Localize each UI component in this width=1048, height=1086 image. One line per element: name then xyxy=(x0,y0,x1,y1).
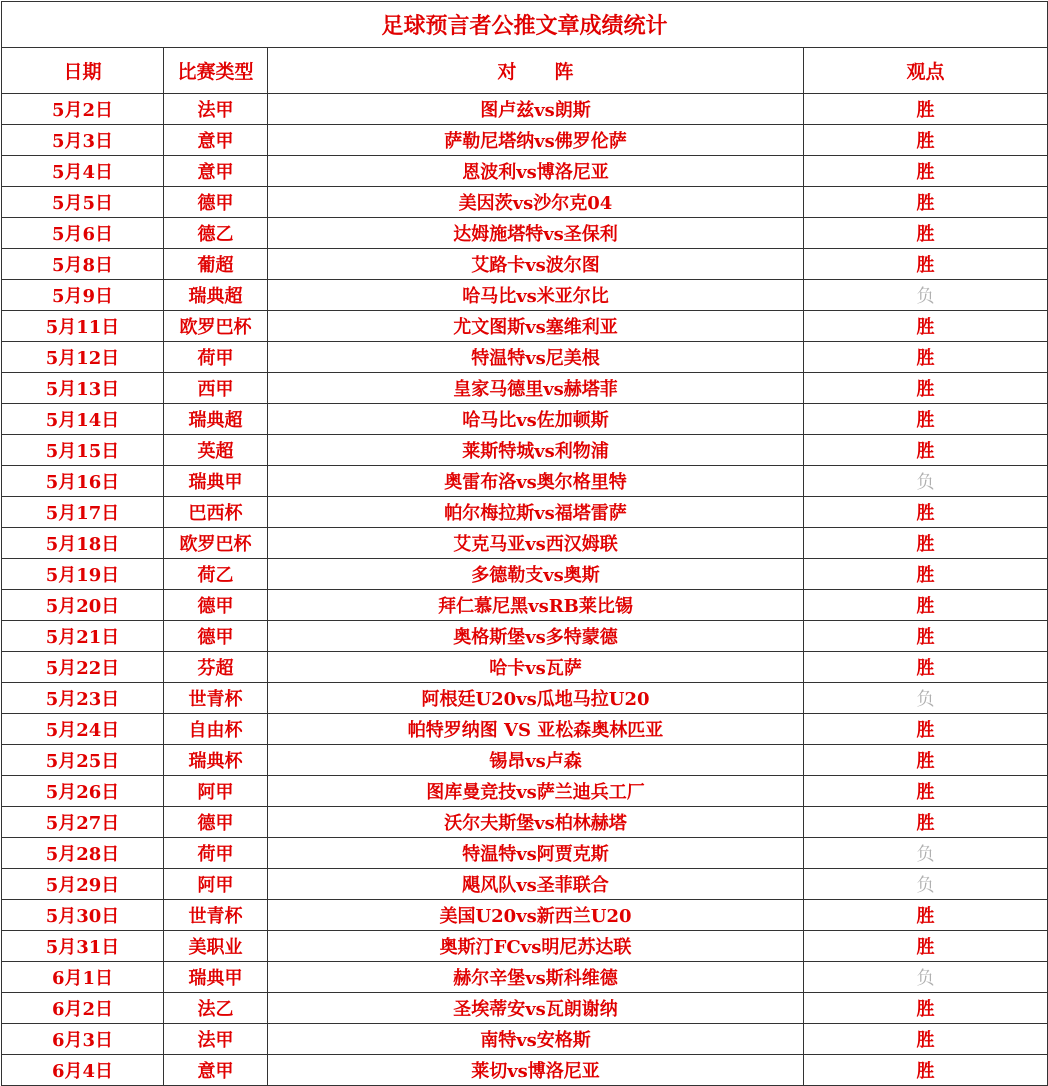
row-date: 5月26日 xyxy=(2,776,164,807)
row-view: 胜 xyxy=(804,373,1048,404)
row-view: 负 xyxy=(804,838,1048,869)
row-date: 5月18日 xyxy=(2,528,164,559)
row-type: 阿甲 xyxy=(164,776,268,807)
row-match: 阿根廷U20vs瓜地马拉U20 xyxy=(268,683,804,714)
table-row xyxy=(2,280,1048,311)
header-row xyxy=(2,48,1048,94)
table-title: 足球预言者公推文章成绩统计 xyxy=(2,2,1048,48)
row-view: 胜 xyxy=(804,94,1048,125)
row-date: 5月23日 xyxy=(2,683,164,714)
row-match: 艾克马亚vs西汉姆联 xyxy=(268,528,804,559)
table-row xyxy=(2,776,1048,807)
row-type: 意甲 xyxy=(164,125,268,156)
row-view: 负 xyxy=(804,962,1048,993)
table-row xyxy=(2,683,1048,714)
row-match: 奥斯汀FCvs明尼苏达联 xyxy=(268,931,804,962)
row-view: 胜 xyxy=(804,559,1048,590)
row-type: 德甲 xyxy=(164,187,268,218)
table-row xyxy=(2,94,1048,125)
header-date: 日期 xyxy=(2,48,164,94)
row-match: 美国U20vs新西兰U20 xyxy=(268,900,804,931)
row-type: 世青杯 xyxy=(164,900,268,931)
table-row xyxy=(2,125,1048,156)
row-date: 5月16日 xyxy=(2,466,164,497)
row-view: 胜 xyxy=(804,993,1048,1024)
row-date: 5月15日 xyxy=(2,435,164,466)
row-date: 5月25日 xyxy=(2,745,164,776)
row-view: 胜 xyxy=(804,1024,1048,1055)
row-type: 德乙 xyxy=(164,218,268,249)
table-row xyxy=(2,404,1048,435)
row-date: 5月20日 xyxy=(2,590,164,621)
row-type: 瑞典超 xyxy=(164,280,268,311)
row-view: 胜 xyxy=(804,590,1048,621)
table-row xyxy=(2,311,1048,342)
row-view: 胜 xyxy=(804,497,1048,528)
table-row xyxy=(2,993,1048,1024)
row-date: 5月29日 xyxy=(2,869,164,900)
row-match: 尤文图斯vs塞维利亚 xyxy=(268,311,804,342)
header-match: 对 阵 xyxy=(268,48,804,94)
table-row xyxy=(2,435,1048,466)
row-view: 胜 xyxy=(804,652,1048,683)
table-row xyxy=(2,590,1048,621)
row-date: 5月9日 xyxy=(2,280,164,311)
row-match: 赫尔辛堡vs斯科维德 xyxy=(268,962,804,993)
row-match: 莱切vs博洛尼亚 xyxy=(268,1055,804,1086)
table-row xyxy=(2,187,1048,218)
row-match: 帕尔梅拉斯vs福塔雷萨 xyxy=(268,497,804,528)
row-match: 沃尔夫斯堡vs柏林赫塔 xyxy=(268,807,804,838)
row-date: 5月17日 xyxy=(2,497,164,528)
table-row xyxy=(2,838,1048,869)
row-view: 胜 xyxy=(804,311,1048,342)
table-row xyxy=(2,714,1048,745)
row-type: 芬超 xyxy=(164,652,268,683)
header-view: 观点 xyxy=(804,48,1048,94)
row-match: 恩波利vs博洛尼亚 xyxy=(268,156,804,187)
row-view: 胜 xyxy=(804,931,1048,962)
row-match: 南特vs安格斯 xyxy=(268,1024,804,1055)
row-date: 5月24日 xyxy=(2,714,164,745)
row-match: 锡昂vs卢森 xyxy=(268,745,804,776)
row-type: 德甲 xyxy=(164,807,268,838)
row-match: 拜仁慕尼黑vsRB莱比锡 xyxy=(268,590,804,621)
row-view: 胜 xyxy=(804,621,1048,652)
row-view: 胜 xyxy=(804,900,1048,931)
row-match: 哈马比vs米亚尔比 xyxy=(268,280,804,311)
row-match: 莱斯特城vs利物浦 xyxy=(268,435,804,466)
row-type: 意甲 xyxy=(164,1055,268,1086)
row-match: 飓风队vs圣菲联合 xyxy=(268,869,804,900)
row-date: 5月21日 xyxy=(2,621,164,652)
row-match: 帕特罗纳图 VS 亚松森奥林匹亚 xyxy=(268,714,804,745)
row-type: 荷甲 xyxy=(164,838,268,869)
row-type: 瑞典甲 xyxy=(164,466,268,497)
row-type: 法甲 xyxy=(164,94,268,125)
row-match: 达姆施塔特vs圣保利 xyxy=(268,218,804,249)
row-date: 5月12日 xyxy=(2,342,164,373)
table-row xyxy=(2,342,1048,373)
row-type: 意甲 xyxy=(164,156,268,187)
row-type: 欧罗巴杯 xyxy=(164,528,268,559)
row-match: 哈卡vs瓦萨 xyxy=(268,652,804,683)
row-match: 艾路卡vs波尔图 xyxy=(268,249,804,280)
row-view: 负 xyxy=(804,683,1048,714)
row-type: 瑞典甲 xyxy=(164,962,268,993)
row-date: 5月27日 xyxy=(2,807,164,838)
row-view: 胜 xyxy=(804,807,1048,838)
row-date: 6月2日 xyxy=(2,993,164,1024)
table-row xyxy=(2,869,1048,900)
row-view: 胜 xyxy=(804,1055,1048,1086)
row-view: 负 xyxy=(804,869,1048,900)
table-row xyxy=(2,1024,1048,1055)
row-view: 胜 xyxy=(804,156,1048,187)
row-view: 胜 xyxy=(804,218,1048,249)
row-type: 法乙 xyxy=(164,993,268,1024)
row-view: 胜 xyxy=(804,714,1048,745)
row-type: 荷乙 xyxy=(164,559,268,590)
row-date: 5月6日 xyxy=(2,218,164,249)
row-view: 胜 xyxy=(804,776,1048,807)
table-row xyxy=(2,900,1048,931)
row-type: 英超 xyxy=(164,435,268,466)
row-date: 6月4日 xyxy=(2,1055,164,1086)
row-match: 特温特vs阿贾克斯 xyxy=(268,838,804,869)
row-view: 胜 xyxy=(804,342,1048,373)
row-view: 胜 xyxy=(804,187,1048,218)
table-row xyxy=(2,528,1048,559)
row-view: 胜 xyxy=(804,745,1048,776)
row-view: 负 xyxy=(804,280,1048,311)
table-row xyxy=(2,497,1048,528)
row-date: 5月8日 xyxy=(2,249,164,280)
table-row xyxy=(2,652,1048,683)
row-date: 5月11日 xyxy=(2,311,164,342)
row-date: 5月2日 xyxy=(2,94,164,125)
row-view: 胜 xyxy=(804,435,1048,466)
row-type: 欧罗巴杯 xyxy=(164,311,268,342)
row-date: 5月19日 xyxy=(2,559,164,590)
header-type: 比赛类型 xyxy=(164,48,268,94)
row-match: 图库曼竞技vs萨兰迪兵工厂 xyxy=(268,776,804,807)
row-match: 萨勒尼塔纳vs佛罗伦萨 xyxy=(268,125,804,156)
row-view: 胜 xyxy=(804,404,1048,435)
table-row xyxy=(2,466,1048,497)
table-row xyxy=(2,931,1048,962)
row-match: 图卢兹vs朗斯 xyxy=(268,94,804,125)
row-match: 哈马比vs佐加顿斯 xyxy=(268,404,804,435)
row-match: 奥格斯堡vs多特蒙德 xyxy=(268,621,804,652)
row-type: 荷甲 xyxy=(164,342,268,373)
row-date: 5月13日 xyxy=(2,373,164,404)
row-match: 圣埃蒂安vs瓦朗谢纳 xyxy=(268,993,804,1024)
table-row xyxy=(2,621,1048,652)
row-match: 特温特vs尼美根 xyxy=(268,342,804,373)
table-row xyxy=(2,249,1048,280)
row-match: 美因茨vs沙尔克04 xyxy=(268,187,804,218)
row-type: 巴西杯 xyxy=(164,497,268,528)
table-row xyxy=(2,373,1048,404)
row-date: 5月28日 xyxy=(2,838,164,869)
row-date: 6月3日 xyxy=(2,1024,164,1055)
row-date: 5月30日 xyxy=(2,900,164,931)
table-row xyxy=(2,1055,1048,1086)
row-date: 5月31日 xyxy=(2,931,164,962)
row-type: 西甲 xyxy=(164,373,268,404)
row-type: 法甲 xyxy=(164,1024,268,1055)
row-type: 德甲 xyxy=(164,590,268,621)
row-type: 德甲 xyxy=(164,621,268,652)
row-date: 5月4日 xyxy=(2,156,164,187)
results-table xyxy=(1,1,1048,1086)
table-row xyxy=(2,962,1048,993)
row-type: 世青杯 xyxy=(164,683,268,714)
row-type: 瑞典超 xyxy=(164,404,268,435)
row-view: 胜 xyxy=(804,125,1048,156)
row-view: 胜 xyxy=(804,249,1048,280)
row-type: 瑞典杯 xyxy=(164,745,268,776)
table-body xyxy=(2,94,1048,1086)
row-match: 奥雷布洛vs奥尔格里特 xyxy=(268,466,804,497)
row-match: 多德勒支vs奥斯 xyxy=(268,559,804,590)
row-date: 5月3日 xyxy=(2,125,164,156)
table-row xyxy=(2,559,1048,590)
row-date: 5月5日 xyxy=(2,187,164,218)
table-row xyxy=(2,807,1048,838)
row-date: 5月14日 xyxy=(2,404,164,435)
row-match: 皇家马德里vs赫塔菲 xyxy=(268,373,804,404)
table-row xyxy=(2,156,1048,187)
row-type: 阿甲 xyxy=(164,869,268,900)
row-type: 自由杯 xyxy=(164,714,268,745)
row-type: 葡超 xyxy=(164,249,268,280)
row-date: 5月22日 xyxy=(2,652,164,683)
row-date: 6月1日 xyxy=(2,962,164,993)
table-row xyxy=(2,218,1048,249)
table-row xyxy=(2,745,1048,776)
row-view: 胜 xyxy=(804,528,1048,559)
row-view: 负 xyxy=(804,466,1048,497)
row-type: 美职业 xyxy=(164,931,268,962)
